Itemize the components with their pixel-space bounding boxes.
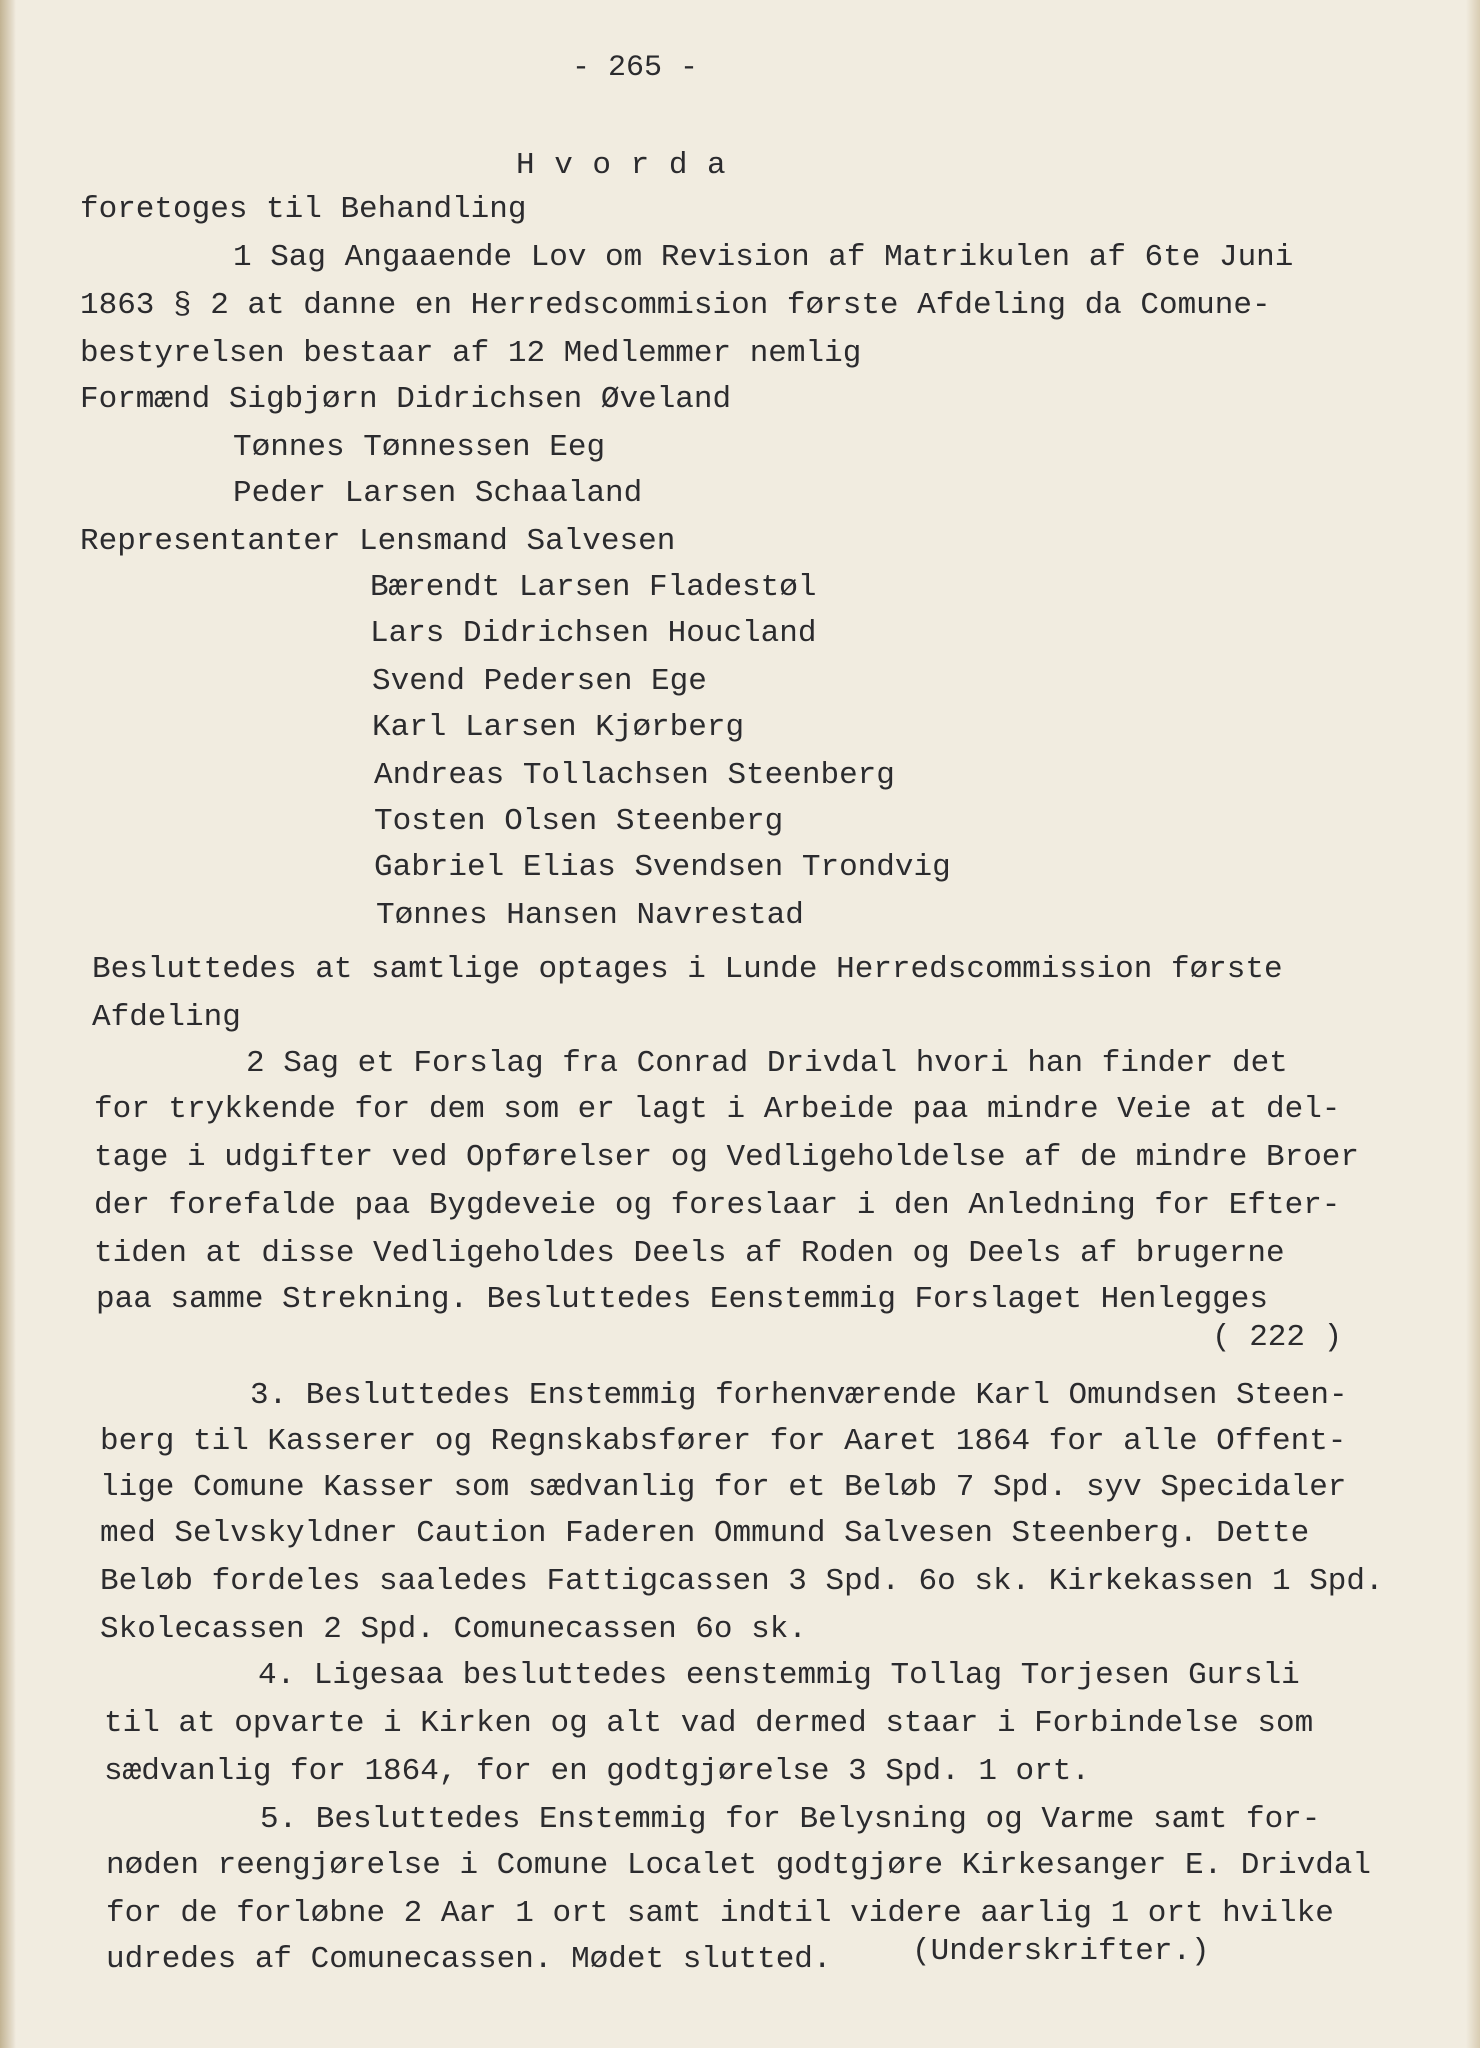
text-line: Tosten Olsen Steenberg bbox=[374, 804, 784, 839]
text-line: tage i udgifter ved Opførelser og Vedligeholdelse af de mindre Broer bbox=[94, 1140, 1360, 1175]
text-line: tiden at disse Vedligeholdes Deels af Roden og Deels af brugerne bbox=[94, 1236, 1285, 1271]
text-line: Beløb fordeles saaledes Fattigcassen 3 Spd. 6o sk. Kirkekassen 1 Spd. bbox=[100, 1564, 1384, 1599]
text-line: Representanter Lensmand Salvesen bbox=[80, 524, 676, 559]
text-line: for de forløbne 2 Aar 1 ort samt indtil videre aarlig 1 ort hvilke bbox=[106, 1896, 1334, 1931]
text-line: Besluttedes at samtlige optages i Lunde Herredscommission første bbox=[92, 952, 1283, 987]
section-heading: H v o r d a bbox=[516, 148, 727, 183]
text-line: Formænd Sigbjørn Didrichsen Øveland bbox=[80, 382, 732, 417]
text-line: paa samme Strekning. Besluttedes Eenstemmig Forslaget Henlegges bbox=[96, 1282, 1268, 1317]
text-line: sædvanlig for 1864, for en godtgjørelse 3 Spd. 1 ort. bbox=[104, 1754, 1090, 1789]
page-reference: ( 222 ) bbox=[1212, 1320, 1343, 1355]
text-line: der forefalde paa Bygdeveie og foreslaar i den Anledning for Efter- bbox=[94, 1188, 1341, 1223]
signatures-note: (Underskrifter.) bbox=[912, 1934, 1210, 1969]
text-line: nøden reengjørelse i Comune Localet godtgjøre Kirkesanger E. Drivdal bbox=[106, 1848, 1372, 1883]
text-line: berg til Kasserer og Regnskabsfører for Aaret 1864 for alle Offent- bbox=[100, 1424, 1347, 1459]
text-line: Bærendt Larsen Fladestøl bbox=[370, 570, 817, 605]
text-line: lige Comune Kasser som sædvanlig for et Beløb 7 Spd. syv Specidaler bbox=[100, 1470, 1347, 1505]
text-line: bestyrelsen bestaar af 12 Medlemmer nemlig bbox=[80, 336, 862, 371]
text-line: Lars Didrichsen Houcland bbox=[370, 616, 817, 651]
text-line: foretoges til Behandling bbox=[80, 192, 527, 227]
text-line: Afdeling bbox=[92, 1000, 241, 1035]
text-line: udredes af Comunecassen. Mødet slutted. bbox=[106, 1942, 832, 1977]
text-line: Skolecassen 2 Spd. Comunecassen 6o sk. bbox=[100, 1612, 807, 1647]
text-line: Peder Larsen Schaaland bbox=[233, 476, 643, 511]
text-line: 2 Sag et Forslag fra Conrad Drivdal hvori han finder det bbox=[246, 1046, 1288, 1081]
text-line: til at opvarte i Kirken og alt vad dermed staar i Forbindelse som bbox=[104, 1706, 1314, 1741]
page-edge bbox=[1466, 0, 1480, 2048]
text-line: med Selvskyldner Caution Faderen Ommund Salvesen Steenberg. Dette bbox=[100, 1516, 1310, 1551]
text-line: 1 Sag Angaaende Lov om Revision af Matrikulen af 6te Juni bbox=[233, 240, 1294, 275]
text-line: Tønnes Tønnessen Eeg bbox=[233, 430, 606, 465]
text-line: 5. Besluttedes Enstemmig for Belysning og Varme samt for- bbox=[260, 1802, 1321, 1837]
text-line: Gabriel Elias Svendsen Trondvig bbox=[374, 850, 951, 885]
text-line: Karl Larsen Kjørberg bbox=[372, 710, 745, 745]
page-number: - 265 - bbox=[572, 51, 699, 85]
binding-shadow bbox=[0, 0, 16, 2048]
text-line: for trykkende for dem som er lagt i Arbeide paa mindre Veie at del- bbox=[94, 1092, 1341, 1127]
text-line: 3. Besluttedes Enstemmig forhenværende Karl Omundsen Steen- bbox=[250, 1378, 1348, 1413]
text-line: 4. Ligesaa besluttedes eenstemmig Tollag Torjesen Gursli bbox=[258, 1658, 1300, 1693]
text-line: Tønnes Hansen Navrestad bbox=[376, 898, 804, 933]
text-line: 1863 § 2 at danne en Herredscommision første Afdeling da Comune- bbox=[80, 288, 1271, 323]
text-line: Andreas Tollachsen Steenberg bbox=[374, 758, 895, 793]
text-line: Svend Pedersen Ege bbox=[372, 664, 707, 699]
